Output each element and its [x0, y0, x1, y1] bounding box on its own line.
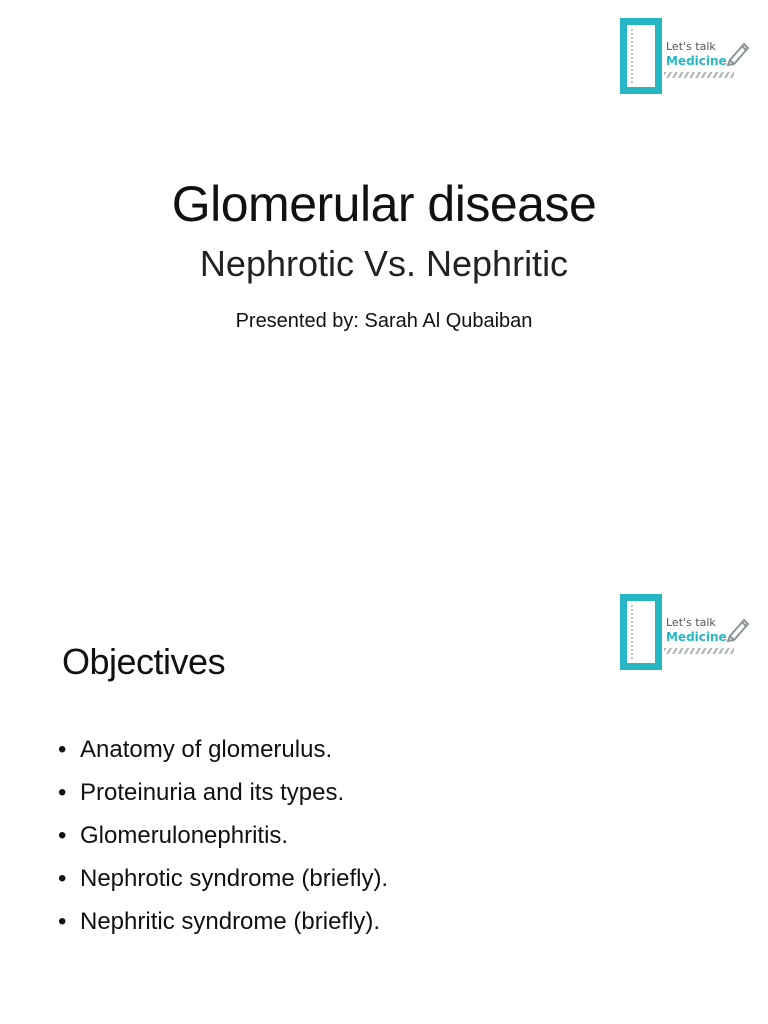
logo-text-lets-talk: Let's talk — [666, 616, 716, 629]
logo-hatch — [664, 72, 734, 78]
list-item-text: Anatomy of glomerulus. — [80, 736, 333, 763]
list-item — [58, 900, 388, 943]
logo-frame — [620, 594, 662, 670]
logo-frame — [620, 18, 662, 94]
list-item-text: Glomerulonephritis. — [80, 822, 289, 849]
list-item — [58, 814, 388, 857]
logo-text-medicine: Medicine — [666, 54, 727, 68]
slide-subtitle: Nephrotic Vs. Nephritic — [199, 243, 569, 284]
presenter-line: Presented by: Sarah Al Qubaiban — [235, 310, 533, 332]
bullet-icon: • — [58, 779, 67, 806]
bullet-icon: • — [58, 822, 67, 849]
logo-hatch — [664, 648, 734, 654]
list-item — [58, 857, 388, 900]
logo-text-medicine: Medicine — [666, 630, 727, 644]
pencil-icon — [724, 38, 752, 66]
bullet-icon: • — [58, 736, 67, 763]
slide-heading: Objectives — [62, 641, 226, 682]
bullet-icon: • — [58, 908, 67, 935]
objectives-list — [58, 728, 388, 943]
lets-talk-medicine-logo — [620, 18, 756, 94]
list-item-text: Proteinuria and its types. — [80, 779, 345, 806]
list-item — [58, 771, 388, 814]
bullet-icon: • — [58, 865, 67, 892]
logo-text-lets-talk: Let's talk — [666, 40, 716, 53]
pencil-icon — [724, 614, 752, 642]
objectives-slide — [0, 576, 768, 1024]
list-item-text: Nephritic syndrome (briefly). — [80, 908, 381, 935]
list-item-text: Nephrotic syndrome (briefly). — [80, 865, 389, 892]
list-item — [58, 728, 388, 771]
lets-talk-medicine-logo — [620, 594, 756, 670]
slide-title: Glomerular disease — [171, 176, 597, 232]
